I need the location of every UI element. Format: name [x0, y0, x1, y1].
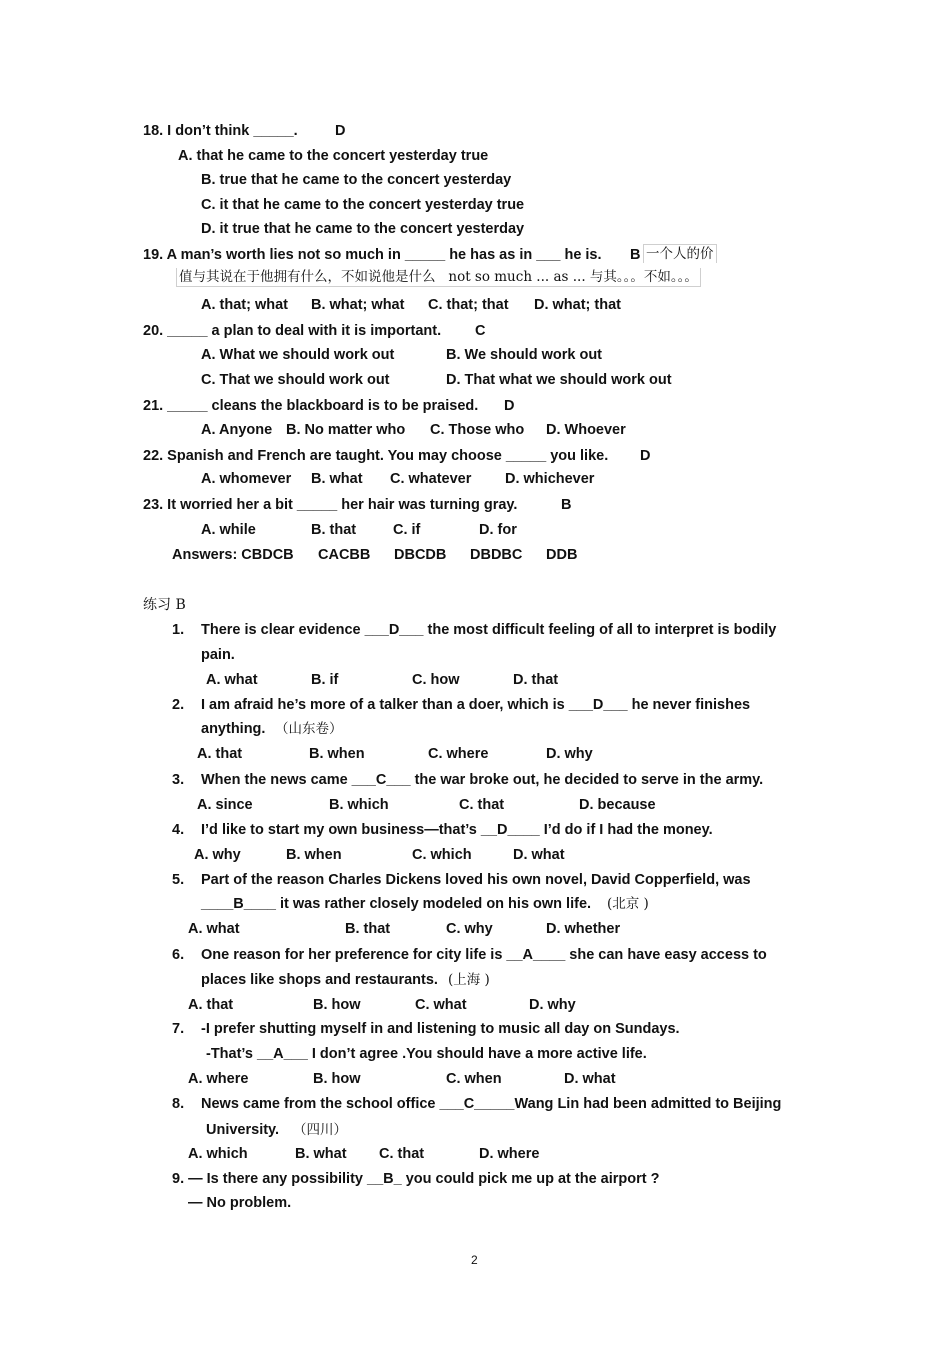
b3-number: 3.	[172, 772, 185, 788]
b6-option-d: D. why	[529, 997, 576, 1013]
q19-answer: B	[630, 247, 641, 263]
q20-answer: C	[475, 323, 486, 339]
b3-option-d: D. because	[579, 797, 656, 813]
q19-stem: 19. A man’s worth lies not so much in _____ he has as in ___ he is.	[143, 247, 602, 263]
b8-number: 8.	[172, 1096, 185, 1112]
b8-source: （四川）	[293, 1122, 347, 1138]
b1-number: 1.	[172, 622, 185, 638]
b1-option-a: A. what	[206, 672, 258, 688]
q22-option-d: D. whichever	[505, 471, 595, 487]
b7-line2: -That’s __A___ I don’t agree .You should have a more active life.	[206, 1046, 647, 1062]
q22-option-b: B. what	[311, 471, 363, 487]
b3-option-c: C. that	[459, 797, 505, 813]
b7-option-d: D. what	[564, 1071, 616, 1087]
answers-group: DBCDB	[394, 547, 447, 563]
q21-option-d: D. Whoever	[546, 422, 626, 438]
q20-option-c: C. That we should work out	[201, 372, 390, 388]
b5-option-c: C. why	[446, 921, 493, 937]
q23-option-d: D. for	[479, 522, 517, 538]
b5-line2: ____B____ it was rather closely modeled on his own life.	[201, 896, 592, 912]
b8-option-c: C. that	[379, 1146, 425, 1162]
b5-option-b: B. that	[345, 921, 391, 937]
q22-option-a: A. whomever	[201, 471, 292, 487]
q19-option-c: C. that; that	[428, 297, 509, 313]
q19-option-b: B. what; what	[311, 297, 405, 313]
b3-option-a: A. since	[197, 797, 253, 813]
b6-number: 6.	[172, 947, 185, 963]
b4-option-c: C. which	[412, 847, 472, 863]
b1-option-d: D. that	[513, 672, 559, 688]
q23-option-b: B. that	[311, 522, 357, 538]
b4-line1: I’d like to start my own business—that’s __D____ I’d do if I had the money.	[201, 822, 713, 838]
b3-option-b: B. which	[329, 797, 389, 813]
b6-source: (上海 )	[448, 972, 490, 988]
b7-line1: -I prefer shutting myself in and listening to music all day on Sundays.	[201, 1021, 680, 1037]
b4-number: 4.	[172, 822, 185, 838]
q20-option-a: A. What we should work out	[201, 347, 395, 363]
b5-line1: Part of the reason Charles Dickens loved his own novel, David Copperfield, was	[201, 872, 751, 888]
q19-option-d: D. what; that	[534, 297, 621, 313]
answers-group: CACBB	[318, 547, 371, 563]
b5-option-d: D. whether	[546, 921, 621, 937]
b5-number: 5.	[172, 872, 185, 888]
q21-option-a: A. Anyone	[201, 422, 273, 438]
section-b-heading: 练习 B	[143, 597, 186, 613]
b8-line2: University.	[206, 1122, 280, 1138]
q21-option-c: C. Those who	[430, 422, 525, 438]
b9-line1: 9. — Is there any possibility __B_ you could pick me up at the airport ?	[172, 1171, 660, 1187]
b6-line2: places like shops and restaurants.	[201, 972, 438, 988]
q18-option-a: A. that he came to the concert yesterday true	[178, 148, 489, 164]
q22-option-c: C. whatever	[390, 471, 472, 487]
b2-option-d: D. why	[546, 746, 593, 762]
q21-option-b: B. No matter who	[286, 422, 406, 438]
b4-option-d: D. what	[513, 847, 565, 863]
q22-answer: D	[640, 448, 651, 464]
b7-number: 7.	[172, 1021, 185, 1037]
b8-option-b: B. what	[295, 1146, 347, 1162]
b6-option-c: C. what	[415, 997, 467, 1013]
b1-option-b: B. if	[311, 672, 339, 688]
b5-option-a: A. what	[188, 921, 240, 937]
b4-option-a: A. why	[194, 847, 241, 863]
b4-option-b: B. when	[286, 847, 342, 863]
q21-answer: D	[504, 398, 515, 414]
b8-option-a: A. which	[188, 1146, 248, 1162]
b7-option-a: A. where	[188, 1071, 249, 1087]
b2-source: （山东卷）	[275, 721, 343, 737]
q21-stem: 21. _____ cleans the blackboard is to be praised.	[143, 398, 479, 414]
b2-option-b: B. when	[309, 746, 365, 762]
b1-option-c: C. how	[412, 672, 460, 688]
q19-note-1: 一个人的价	[643, 244, 717, 263]
b2-line1: I am afraid he’s more of a talker than a doer, which is ___D___ he never finishes	[201, 697, 751, 713]
b8-line1: News came from the school office ___C_____Wang Lin had been admitted to Beijing	[201, 1096, 782, 1112]
b2-line2: anything.	[201, 721, 266, 737]
q20-stem: 20. _____ a plan to deal with it is important.	[143, 323, 442, 339]
q22-stem: 22. Spanish and French are taught. You may choose _____ you like.	[143, 448, 609, 464]
q19-note-2: 值与其说在于他拥有什么，不如说他是什么 not so much ... as ... 与其。。。不如。。。	[176, 268, 701, 287]
q18-answer: D	[335, 123, 346, 139]
answers-group: DBDBC	[470, 547, 523, 563]
q18-option-c: C. it that he came to the concert yesterday true	[201, 197, 525, 213]
q18-option-b: B. true that he came to the concert yesterday	[201, 172, 512, 188]
b1-line2: pain.	[201, 647, 235, 663]
b2-number: 2.	[172, 697, 185, 713]
b8-option-d: D. where	[479, 1146, 540, 1162]
b9-line2: — No problem.	[188, 1195, 292, 1211]
q18-option-d: D. it true that he came to the concert yesterday	[201, 221, 525, 237]
q23-stem: 23. It worried her a bit _____ her hair was turning gray.	[143, 497, 518, 513]
b6-option-a: A. that	[188, 997, 234, 1013]
b2-option-c: C. where	[428, 746, 489, 762]
answers-label: Answers: CBDCB	[172, 547, 294, 563]
q18-stem: 18. I don’t think _____.	[143, 123, 298, 139]
b5-source: (北京 )	[607, 896, 649, 912]
q20-option-d: D. That what we should work out	[446, 372, 672, 388]
b6-option-b: B. how	[313, 997, 361, 1013]
b3-line1: When the news came ___C___ the war broke out, he decided to serve in the army.	[201, 772, 764, 788]
page-number: 2	[471, 1253, 478, 1267]
answers-group: DDB	[546, 547, 578, 563]
q23-option-c: C. if	[393, 522, 421, 538]
q20-option-b: B. We should work out	[446, 347, 603, 363]
b7-option-c: C. when	[446, 1071, 502, 1087]
b7-option-b: B. how	[313, 1071, 361, 1087]
b6-line1: One reason for her preference for city life is __A____ she can have easy access to	[201, 947, 767, 963]
q19-option-a: A. that; what	[201, 297, 288, 313]
b1-line1: There is clear evidence ___D___ the most difficult feeling of all to interpret is bodily	[201, 622, 777, 638]
q23-answer: B	[561, 497, 572, 513]
b2-option-a: A. that	[197, 746, 243, 762]
q23-option-a: A. while	[201, 522, 256, 538]
